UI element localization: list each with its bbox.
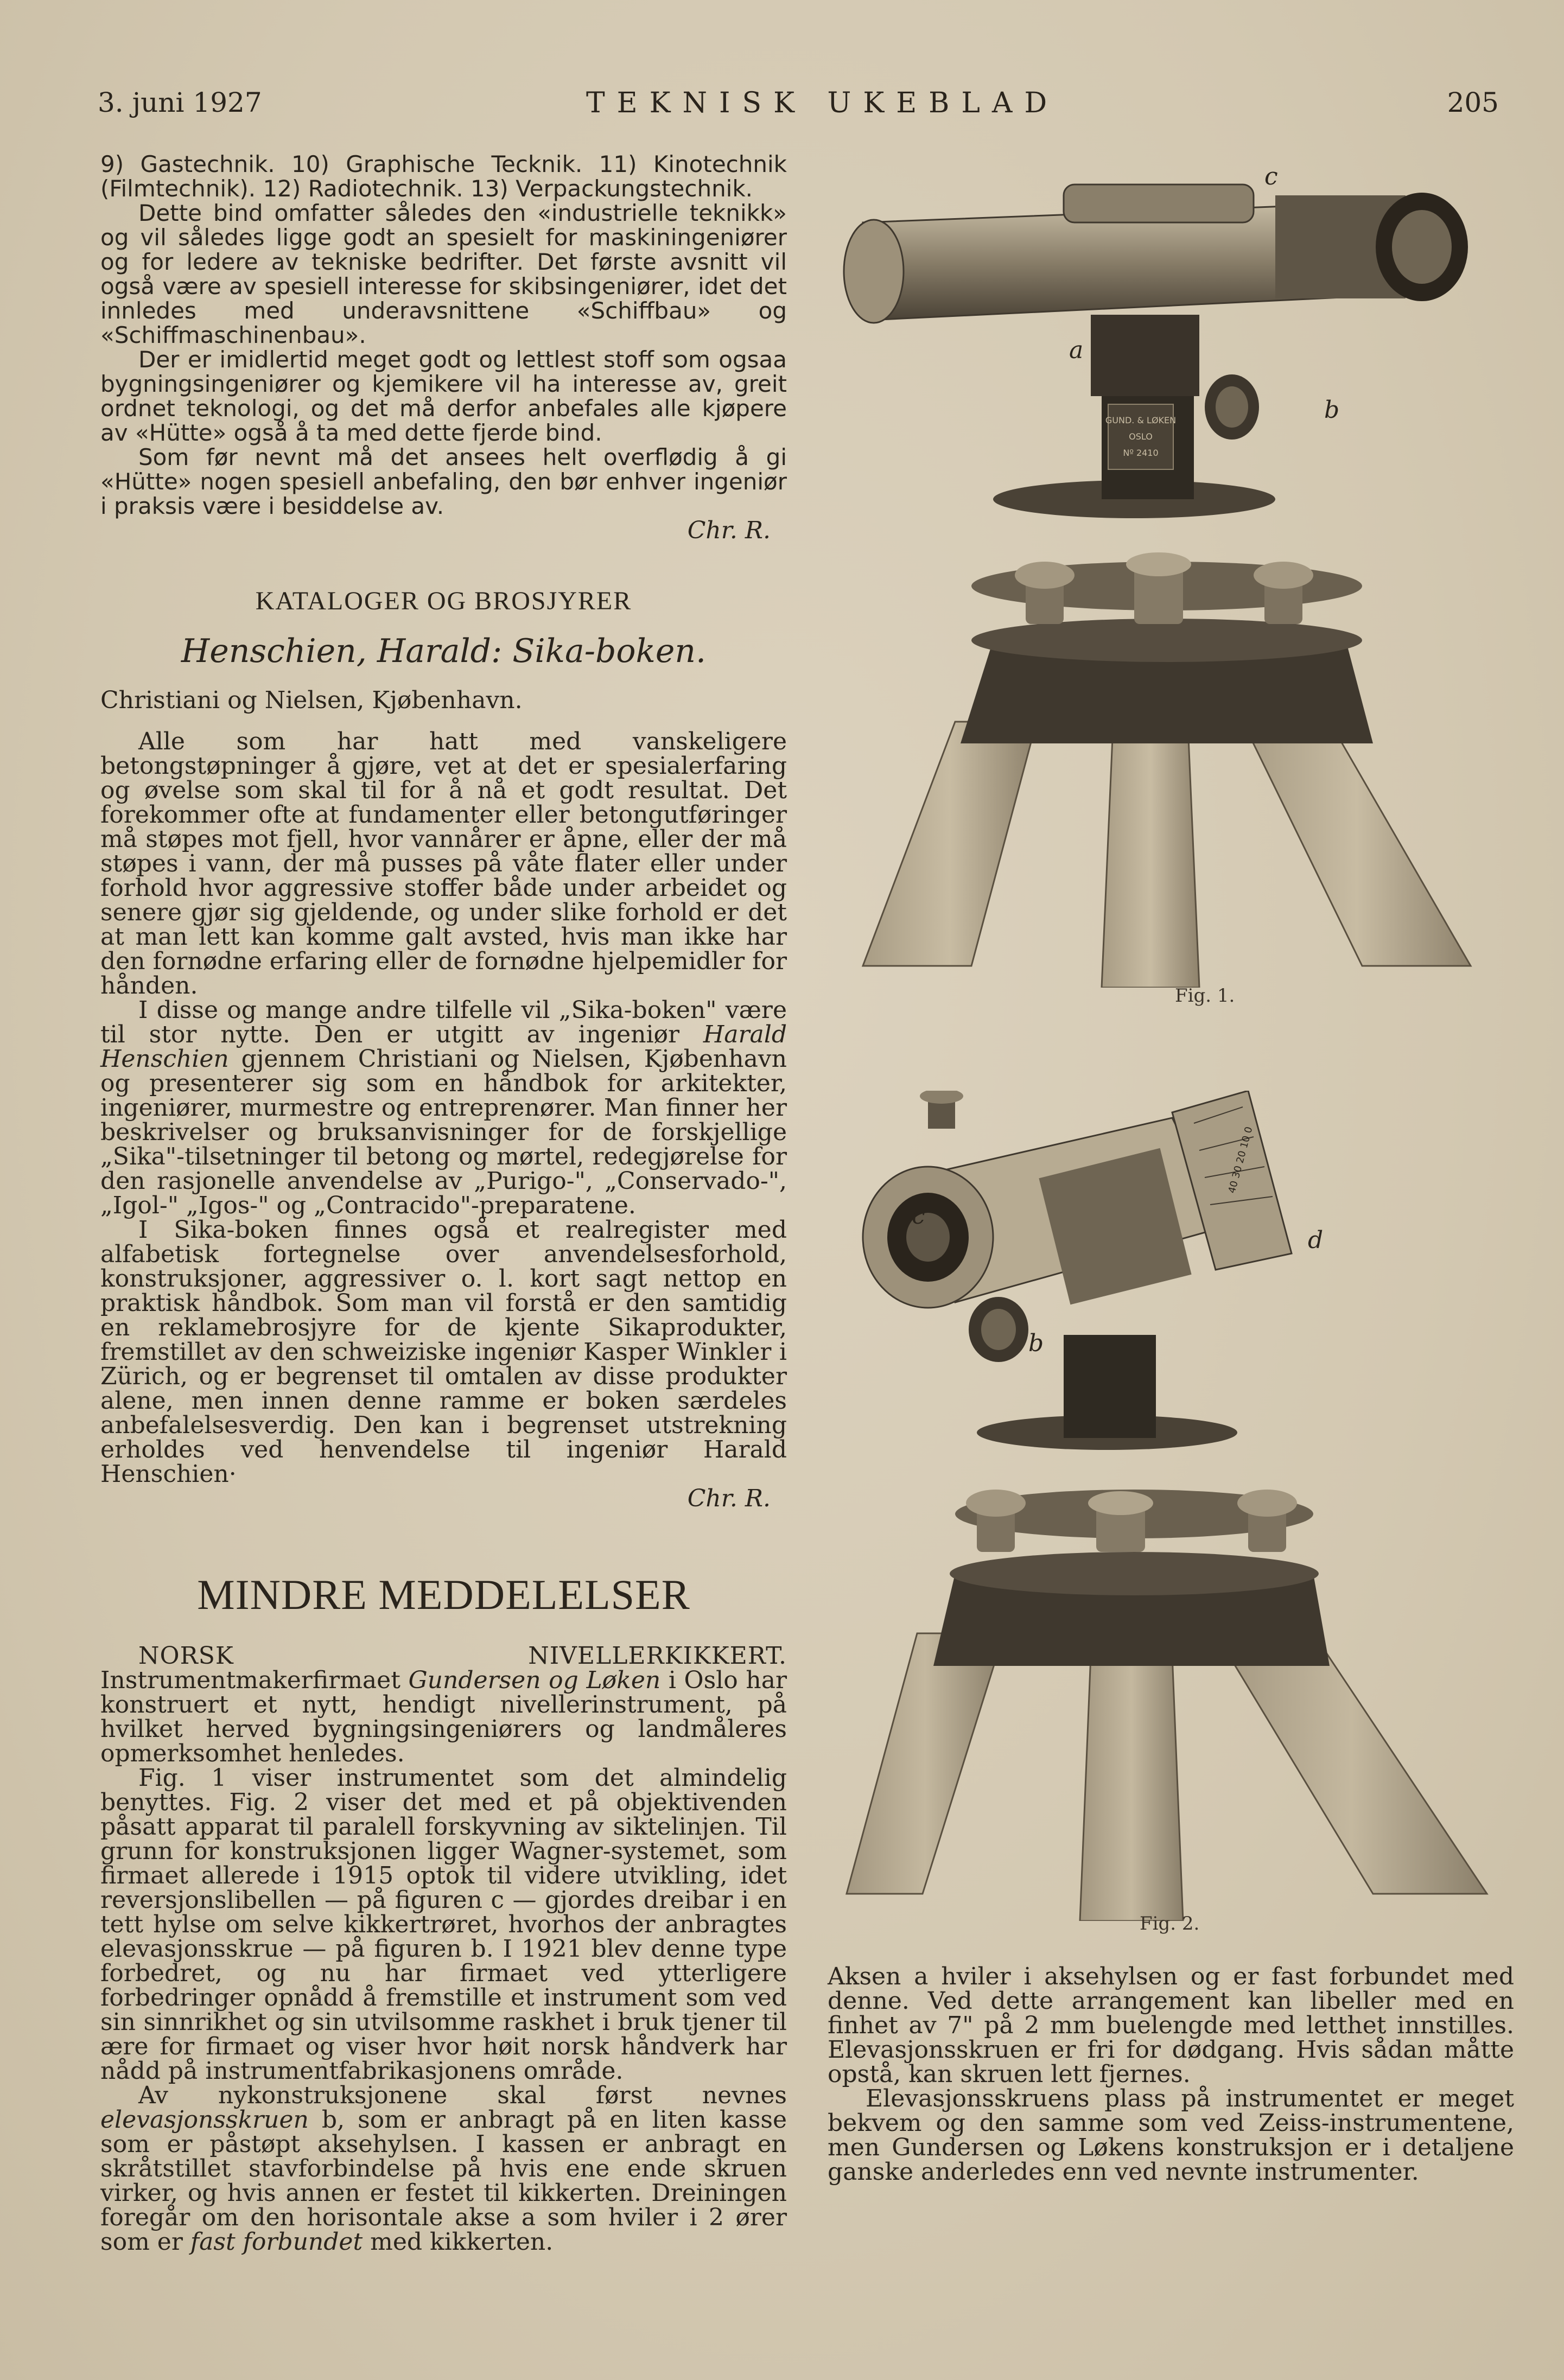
author-name: Harald Henschien	[100, 1021, 787, 1073]
section-heading-news: MINDRE MEDDELELSER	[197, 1571, 690, 1618]
hutte-list-continued: 9) Gastechnik. 10) Graphische Tecknik. 11) Kinotechnik (Filmtechnik). 12) Radiotechnik. 13) Verpackungstechnik.	[100, 151, 787, 202]
right-column-text	[828, 1964, 1514, 2184]
fig1-label-a: a	[1069, 336, 1084, 364]
figure-1-photo	[830, 163, 1509, 988]
figure-1-caption: Fig. 1.	[1175, 985, 1235, 1007]
firm-name: Gundersen og Løken	[408, 1666, 661, 1694]
book-publisher: Christiani og Nielsen, Kjøbenhavn.	[100, 686, 523, 714]
maker-plate-line2: OSLO	[1129, 431, 1153, 442]
level-instrument-tripod-image	[830, 163, 1509, 988]
sika-paragraph-1: Alle som har hatt med vanskeligere betongstøpninger å gjøre, vet at det er spesialerfaring og øvelse som skal til for å nå et godt resultat. Det forekommer ofte at fundamenter eller betongutføringer må støpes mot fjell, hvor vannårer er åpne, eller der må støpes i vann, der må pusses på våte flater eller under forhold hvor aggressive stoffer både under arbeidet og senere gjør sig gjeldende, og under slike forhold er det at man lett kan komme galt avsted, hvis man ikke har den fornødne erfaring eller de fornødne hjelpemidler for hånden.	[100, 728, 787, 1000]
section-heading-catalogues: KATALOGER OG BROSJYRER	[255, 587, 632, 615]
fig2-scale-numbers: 40 30 20 10 0	[1226, 1125, 1255, 1195]
signature-2: Chr. R.	[687, 1485, 771, 1512]
issue-date: 3. juni 1927	[98, 87, 262, 118]
level-paragraph-2: Fig. 1 viser instrumentet som det almindelig benyttes. Fig. 2 viser det med et på objektivenden påsatt apparat til paralell forskyvning av siktelinjen. Til grunn for konstruksjonen ligger Wagner-systemet, som firmaet allerede i 1915 optok til videre utvikling, idet reversjonslibellen — på figuren c — gjordes dreibar i en tett hylse om selve kikkertrøret, hvorhos der anbragtes elevasjonsskrue — på figuren b. I 1921 blev denne type forbedret, og nu har firmaet ved ytterligere forbedringer opnådd å fremstille et instrument som ved sin sinnrikhet og sin utvilsomme raskhet i bruk tjener til ære for firmaet og viser hvor høit norsk håndverk har nådd på instrumentfabrikasjonens område.	[100, 1764, 787, 2085]
level-paragraph-4: Aksen a hviler i aksehylsen og er fast forbundet med denne. Ved dette arrangement kan libeller med en finhet av 7" på 2 mm buelengde med letthet innstilles. Elevasjonsskruen er fri for dødgang. Hvis sådan måtte opstå, kan skruen lett fjernes.	[828, 1963, 1514, 2088]
hutte-paragraph-3: Som før nevnt må det ansees helt overflødig å gi «Hütte» nogen spesiell anbefaling, den bør enhver ingeniør i praksis være i besiddelse av.	[100, 444, 787, 519]
fig1-label-b: b	[1324, 396, 1340, 424]
fig2-label-b: b	[1028, 1329, 1044, 1357]
figure-2-photo	[836, 1091, 1509, 1921]
runin-heading: NORSK NIVELLERKIKKERT.	[138, 1642, 787, 1670]
level-paragraph-5: Elevasjonsskruens plass på instrumentet er meget bekvem og den samme som ved Zeiss-instrumentene, men Gundersen og Løkens konstruksjon er i detaljene ganske anderledes enn ved nevnte instrumenter.	[828, 2085, 1514, 2186]
running-head	[98, 87, 1499, 125]
left-column	[100, 152, 787, 2254]
fig2-label-d: d	[1308, 1226, 1324, 1254]
hutte-paragraph-2: Der er imidlertid meget godt og lettlest stoff som ogsaa bygningsingeniører og kjemikere vil ha interesse av, greit ordnet teknologi, og det må derfor anbefales alle kjøpere av «Hütte» også å ta med dette fjerde bind.	[100, 346, 787, 446]
maker-plate-line1: GUND. & LØKEN	[1105, 415, 1177, 425]
hutte-paragraph-1: Dette bind omfatter således den «industrielle teknikk» og vil således ligge godt an spesielt for maskiningeniører og for ledere av tekniske bedrifter. Det første avsnitt vil også være av spesiell interesse for skibsingeniører, idet det innledes med underavsnittene «Schiffbau» og «Schiffmaschinenbau».	[100, 200, 787, 348]
maker-plate-line3: Nº 2410	[1123, 448, 1159, 458]
sika-paragraph-3: I Sika-boken finnes også et realregister med alfabetisk fortegnelse over anvendelsesforhold, konstruksjoner, aggressiver o. l. kort sagt nettop en praktisk håndbok. Som man vil forstå er den samtidig en reklamebrosjyre for de kjente Sikaprodukter, fremstillet av den schweiziske ingeniør Kasper Winkler i Zürich, og er begrenset til omtalen av disse produkter alene, men innen denne ramme er boken særdeles anbefalelsesverdig. Den kan i begrenset utstrekning erholdes ved henvendelse til ingeniør Harald Henschien·	[100, 1216, 787, 1488]
level-with-parallel-plate-image	[836, 1091, 1509, 1921]
page-number: 205	[1447, 87, 1499, 118]
level-paragraph-3: Av nykonstruksjonene skal først nevnes elevasjonsskruen b, som er anbragt på en liten kasse som er påstøpt aksehylsen. I kassen er anbragt en skråtstillet stavforbindelse på hvis ene ende skruen virker, og hvis annen er festet til kikkerten. Dreiningen foregår om den horisontale akse a som hviler i 2 ører som er fast forbundet med kikkerten.	[100, 2082, 787, 2256]
fig1-label-c: c	[1264, 163, 1278, 190]
signature-1: Chr. R.	[687, 517, 771, 544]
sika-paragraph-2: I disse og mange andre tilfelle vil „Sika-boken" være til stor nytte. Den er utgitt av ingeniør Harald Henschien gjennem Christiani og Nielsen, Kjøbenhavn og presenterer sig som en håndbok for arkitekter, ingeniører, murmestre og entreprenører. Man finner her beskrivelser og bruksanvisninger for de forskjellige „Sika"-tilsetninger til betong og mørtel, redegjørelse for den rasjonelle anvendelse av „Purigo-", „Conservado-", „Igol-" „Igos-" og „Contracido"-preparatene.	[100, 996, 787, 1219]
level-paragraph-1: NORSK NIVELLERKIKKERT. Instrumentmakerfirmaet Gundersen og Løken i Oslo har konstruert et nytt, hendigt nivellerinstrument, på hvilket herved bygningsingeniørers og landmåleres opmerksomhet henledes.	[100, 1642, 787, 1767]
figure-2-caption: Fig. 2.	[1140, 1913, 1200, 1934]
journal-title: TEKNISK UKEBLAD	[586, 87, 1059, 119]
book-title: Henschien, Harald: Sika-boken.	[181, 632, 707, 670]
fig2-label-c: c	[912, 1202, 925, 1230]
